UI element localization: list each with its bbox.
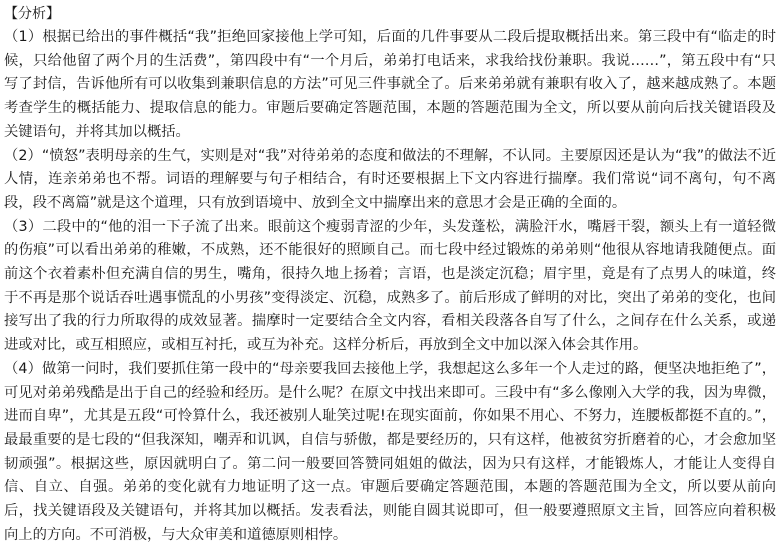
analysis-paragraph-2: （2）“愤怒”表明母亲的生气，实则是对“我”对待弟弟的态度和做法的不理解，不认同。主要原因还是认为“我”的做法不近人情，连亲弟弟也不帮。词语的理解要与句子相结合，有时还要根据上下文内容进行揣摩。我们常说“词不离句，句不离段，段不离篇”就是这个道理，只有放到语境中、放到全文中揣摩出来的意思才会是正确的全面的。 xyxy=(4,147,776,211)
analysis-heading: 【分析】 xyxy=(4,6,60,22)
analysis-paragraph-4: （4）做第一问时，我们要抓住第一段中的“母亲要我回去接他上学，我想起这么多年一个人走过的路，便坚决地拒绝了”，可见对弟弟残酷是出于自己的经验和经历。是什么呢？在原文中找出来即可。三段中有“多么像刚入大学的我，因为卑微，进而自卑”，尤其是五段“可怜算什么，我还被别人耻笑过呢!在现实面前，你如果不用心、不努力，连腰板都挺不直的。”，最最重要的是七段的“但我深知，嘲弄和讥讽，自信与骄傲，都是要经历的，只有这样，他被贫穷折磨着的心，才会愈加坚韧顽强”。根据这些，原因就明白了。第二问一般要回答赞同姐姐的做法，因为只有这样，才能锻炼人，才能让人变得自信、自立、自强。弟弟的变化就有力地证明了这一点。审题后要确定答题范围，本题的答题范围为全文，所以要从前向后，找关键语段及关键语句，并将其加以概括。发表看法，则能自圆其说即可，但一般要遵照原文主旨，回答应向着积极向上的方向。不可消极，与大众审美和道德原则相悖。 xyxy=(4,360,776,543)
analysis-paragraph-3: （3）二段中的“他的泪一下子流了出来。眼前这个瘦弱青涩的少年，头发蓬松，满脸汗水，嘴唇干裂，额头上有一道轻微的伤痕”可以看出弟弟的稚嫩，不成熟，还不能很好的照顾自己。而七段中经过锻炼的弟弟则“他很从容地请我随便点。面前这个衣着素朴但充满自信的男生，嘴角，很持久地上扬着；言语，也是淡定沉稳；眉宇里，竟是有了点男人的味道，终于不再是那个说话吞吐遇事慌乱的小男孩”变得淡定、沉稳，成熟多了。前后形成了鲜明的对比，突出了弟弟的变化，也间接写出了我的行力所取得的成效显著。揣摩时一定要结合全文内容，看相关段落各自写了什么，之间存在什么关系，或递进或对比，或互相照应，或相互衬托，或互为补充。这样分析后，再放到全文中加以深入体会其作用。 xyxy=(4,218,776,354)
analysis-paragraph-1: （1）根据已给出的事件概括“我”拒绝回家接他上学可知，后面的几件事要从二段后提取概括出来。第三段中有“临走的时候，只给他留了两个月的生活费”，第四段中有“一个月后，弟弟打电话来，求我给找份兼职。我说……”，第五段中有“只写了封信，告诉他所有可以收集到兼职信息的方法”可见三件事就全了。后来弟弟就有兼职有收入了，越来越成熟了。本题考查学生的概括能力、提取信息的能力。审题后要确定答题范围，本题的答题范围为全文，所以要从前向后找关键语段及关键语句，并将其加以概括。 xyxy=(4,29,776,140)
